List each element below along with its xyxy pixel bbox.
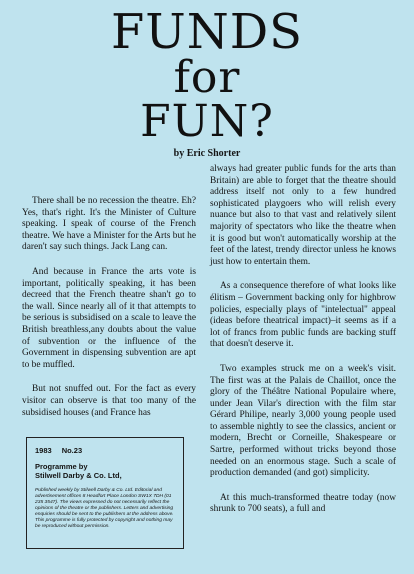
- page-title-line-1: FUNDS: [110, 4, 304, 60]
- article-column-left: [22, 196, 196, 432]
- page-title-line-2: for: [173, 52, 241, 103]
- issue-year: 1983: [35, 446, 52, 455]
- article-paragraph: Two examples struck me on a week's visit. The first was at the Palais de Chaillot, once the glory of the Théâtre National Populaire where, under Jean Vilar's direction with the film star Gérard Philipe, nearly 3,000 young people used to assemble nightly to see the classics, ancient or modern, Brecht or Corneille, Shakespeare or Sartre, performed without tricks beyond those needed on an enormous stage. Such a scale of production demanded (and got) simplicity.: [210, 363, 396, 479]
- byline: by Eric Shorter: [173, 148, 241, 159]
- imprint-box: [26, 437, 184, 549]
- issue-number: No.23: [61, 446, 83, 455]
- article-paragraph: always had greater public funds for the arts than Britain) are able to forget that the theatre should address itself not only to a few hundred sophisticated playgoers who will relish every nuance but also to that vast and relatively silent majority of spectators who like the theatre when it is good but won't automatically worship at the feet of the latest, trendy director unless he knows just how to entertain them.: [210, 164, 396, 267]
- article-paragraph: As a consequence therefore of what looks like élitism – Government backing only for highbrow policies, especially plays of "intelectual" appeal (ideas before theatrical impact)–it seems as if a lot of francs from public funds are backing stuff that doesn't deserve it.: [210, 281, 396, 350]
- publisher-credit: [35, 462, 175, 480]
- page-title-line-3: FUN?: [140, 96, 274, 147]
- publisher-credit-line-1: Programme by: [35, 462, 88, 471]
- article-column-right: [210, 164, 396, 529]
- article-paragraph: At this much-transformed theatre today (now shrunk to 700 seats), a full and: [210, 492, 396, 515]
- article-paragraph: There shall be no recession the theatre. Eh? Yes, that's right. It's the Minister of Culture speaking. I speak of course of the French theatre. We have a Minister for the Arts but he daren't say such things. Jack Lang can.: [22, 196, 196, 253]
- article-paragraph: And because in France the arts vote is important, politically speaking, it has been decreed that the French theatre shan't go to the wall. Since nearly all of it that attempts to be serious is subsidised on a scale to leave the British breathless,any doubts about the value of subvention or the influence of the Government in dispensing subvention are apt to be muffled.: [22, 266, 196, 370]
- publisher-fine-print: Published weekly by Stilwell Darby & Co. Ltd. Editorial and advertisement offices 8 Headfort Place London SW1X 7DH (01 235 3547). The views expressed do not necessarily reflect the opinions of the theatre or the publishers. Letters and advertising enquiries should be sent to the publishers at the address above. This programme is fully protected by copyright and nothing may be reproduced without permission.: [35, 488, 174, 529]
- article-paragraph: But not snuffed out. For the fact as every visitor can observe is that too many of the subsidised houses (and France has: [22, 384, 196, 418]
- issue-line: [35, 446, 175, 455]
- publisher-credit-line-2: Stilwell Darby & Co. Ltd,: [35, 471, 122, 480]
